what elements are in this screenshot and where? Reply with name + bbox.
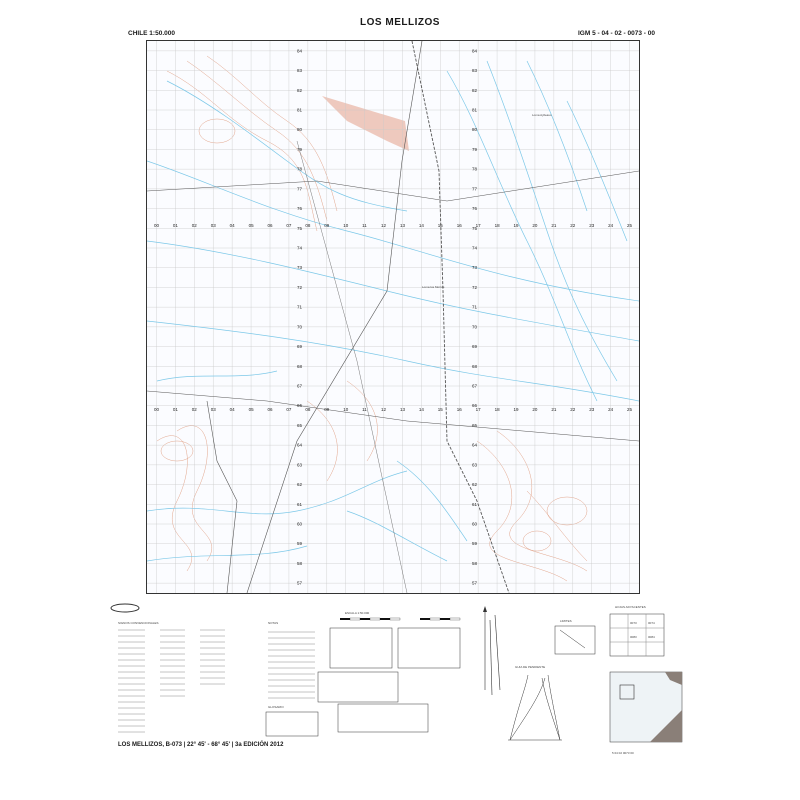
easting-label: 18 <box>494 223 500 228</box>
northing-label: 65 <box>472 422 478 428</box>
northing-label: 77 <box>297 186 303 192</box>
adjacent-code: 0084 <box>648 635 655 639</box>
northing-label: 64 <box>472 442 478 448</box>
easting-label: 08 <box>305 223 311 228</box>
easting-label: 01 <box>172 223 178 228</box>
northing-label: 60 <box>472 521 478 527</box>
easting-label: 22 <box>570 407 576 412</box>
easting-label: 20 <box>532 223 538 228</box>
easting-label: 04 <box>229 223 235 228</box>
easting-label: 21 <box>551 407 557 412</box>
map-footer <box>90 600 690 760</box>
easting-label: 00 <box>153 407 159 412</box>
easting-label: 02 <box>191 407 197 412</box>
easting-label: 06 <box>267 223 273 228</box>
glosario-title: GLOSARIO <box>268 705 284 709</box>
easting-label: 25 <box>627 407 633 412</box>
northing-label: 70 <box>472 324 478 330</box>
northing-label: 72 <box>297 284 303 290</box>
easting-label: 16 <box>456 407 462 412</box>
northing-label: 77 <box>472 186 478 192</box>
northing-label: 70 <box>297 324 303 330</box>
easting-label: 09 <box>324 407 330 412</box>
easting-label: 14 <box>418 407 424 412</box>
easting-label: 01 <box>172 407 178 412</box>
northing-label: 61 <box>472 501 478 507</box>
easting-label: 12 <box>381 407 387 412</box>
northing-label: 72 <box>472 284 478 290</box>
northing-label: 82 <box>472 87 478 93</box>
northing-label: 78 <box>297 166 303 172</box>
easting-label: 04 <box>229 407 235 412</box>
slope-guide-chart <box>508 675 562 740</box>
northing-label: 76 <box>472 206 478 212</box>
northing-label: 67 <box>297 383 303 389</box>
northing-label: 78 <box>472 166 478 172</box>
adjacent-code: 0073 <box>630 621 637 625</box>
northing-label: 82 <box>297 87 303 93</box>
easting-label: 18 <box>494 407 500 412</box>
easting-label: 10 <box>343 407 349 412</box>
credits-box <box>318 672 398 702</box>
easting-label: 05 <box>248 223 254 228</box>
easting-label: 14 <box>418 223 424 228</box>
easting-label: 06 <box>267 407 273 412</box>
northing-label: 59 <box>472 541 478 547</box>
northing-label: 67 <box>472 383 478 389</box>
adjacent-code: 0074 <box>648 621 655 625</box>
easting-label: 07 <box>286 223 292 228</box>
northing-label: 57 <box>297 580 303 586</box>
northing-label: 65 <box>297 422 303 428</box>
northing-label: 75 <box>297 225 303 231</box>
easting-label: 19 <box>513 407 519 412</box>
easting-label: 09 <box>324 223 330 228</box>
easting-label: 11 <box>362 407 367 412</box>
topographic-map[interactable] <box>146 40 640 594</box>
limits-diagram <box>555 626 595 654</box>
map-canvas[interactable] <box>147 41 639 593</box>
easting-label: 07 <box>286 407 292 412</box>
legend-title: SIGNOS CONVENCIONALES <box>118 621 159 625</box>
credits-box-2 <box>338 704 428 732</box>
scale-bar <box>340 618 460 620</box>
location-inset-map <box>610 672 682 742</box>
igm-logo-icon <box>111 604 139 612</box>
limits-title: LIMITES <box>560 619 572 623</box>
place-label: Loma Aylleaso <box>532 113 552 117</box>
sheet-code: IGM 5 - 04 - 02 - 0073 - 00 <box>578 30 655 37</box>
northing-label: 69 <box>297 344 303 350</box>
easting-label: 23 <box>589 407 595 412</box>
easting-label: 12 <box>381 223 387 228</box>
easting-label: 17 <box>475 407 481 412</box>
sheet-number-bottom: 5 04 02 0073 00 <box>612 751 634 755</box>
northing-label: 81 <box>472 107 478 113</box>
northing-label: 58 <box>472 560 478 566</box>
northing-label: 75 <box>472 225 478 231</box>
easting-label: 25 <box>627 223 633 228</box>
scale-bar-title: ESCALA 1:50.000 <box>345 611 370 615</box>
northing-label: 69 <box>472 344 478 350</box>
easting-label: 03 <box>210 407 216 412</box>
northing-label: 80 <box>472 127 478 133</box>
northing-label: 66 <box>297 403 303 409</box>
northing-label: 57 <box>472 580 478 586</box>
easting-label: 19 <box>513 223 519 228</box>
easting-label: 21 <box>551 223 557 228</box>
footer-title: LOS MELLIZOS, B-073 | 22° 45' - 68° 45' | 3a EDICIÓN 2012 <box>118 742 284 748</box>
northing-label: 71 <box>472 304 478 310</box>
notes-title: NOTAS <box>268 621 279 625</box>
northing-label: 83 <box>297 68 303 74</box>
legend-entries <box>118 630 225 732</box>
northing-label: 84 <box>472 48 478 54</box>
easting-label: 00 <box>153 223 159 228</box>
easting-label: 13 <box>399 223 405 228</box>
notes-lines <box>268 632 315 698</box>
north-arrow-icon <box>483 606 500 695</box>
northing-label: 73 <box>297 265 303 271</box>
datum-table <box>330 628 392 668</box>
northing-label: 80 <box>297 127 303 133</box>
easting-label: 05 <box>248 407 254 412</box>
northing-label: 68 <box>472 363 478 369</box>
adjacent-title: HOJAS ADYACENTES <box>615 605 646 609</box>
northing-label: 74 <box>297 245 303 251</box>
northing-label: 76 <box>297 206 303 212</box>
easting-label: 15 <box>437 407 443 412</box>
easting-label: 08 <box>305 407 311 412</box>
map-title: LOS MELLIZOS <box>360 17 440 28</box>
easting-label: 17 <box>475 223 481 228</box>
contour-table <box>398 628 460 668</box>
northing-label: 84 <box>297 48 303 54</box>
northing-label: 68 <box>297 363 303 369</box>
easting-label: 23 <box>589 223 595 228</box>
northing-label: 64 <box>297 442 303 448</box>
slope-guide-title: GUIA DE PENDIENTE <box>515 665 546 669</box>
scale-label: CHILE 1:50.000 <box>128 30 175 37</box>
easting-label: 13 <box>399 407 405 412</box>
northing-label: 79 <box>297 146 303 152</box>
easting-label: 22 <box>570 223 576 228</box>
northing-label: 61 <box>297 501 303 507</box>
northing-label: 58 <box>297 560 303 566</box>
northing-label: 71 <box>297 304 303 310</box>
easting-label: 24 <box>608 223 614 228</box>
easting-label: 20 <box>532 407 538 412</box>
northing-label: 79 <box>472 146 478 152</box>
northing-label: 83 <box>472 68 478 74</box>
northing-label: 62 <box>472 482 478 488</box>
easting-label: 15 <box>437 223 443 228</box>
easting-label: 03 <box>210 223 216 228</box>
northing-label: 62 <box>297 482 303 488</box>
northing-label: 63 <box>472 462 478 468</box>
easting-label: 02 <box>191 223 197 228</box>
easting-label: 11 <box>362 223 367 228</box>
northing-label: 60 <box>297 521 303 527</box>
northing-label: 63 <box>297 462 303 468</box>
northing-label: 59 <box>297 541 303 547</box>
northing-label: 74 <box>472 245 478 251</box>
place-label: Loma los Morros <box>422 285 445 289</box>
northing-label: 81 <box>297 107 303 113</box>
easting-label: 10 <box>343 223 349 228</box>
adjacent-code: 0083 <box>630 635 637 639</box>
adjacent-sheets-grid <box>610 614 664 656</box>
northing-label: 73 <box>472 265 478 271</box>
glosario-box <box>266 712 318 736</box>
northing-label: 66 <box>472 403 478 409</box>
easting-label: 16 <box>456 223 462 228</box>
easting-label: 24 <box>608 407 614 412</box>
